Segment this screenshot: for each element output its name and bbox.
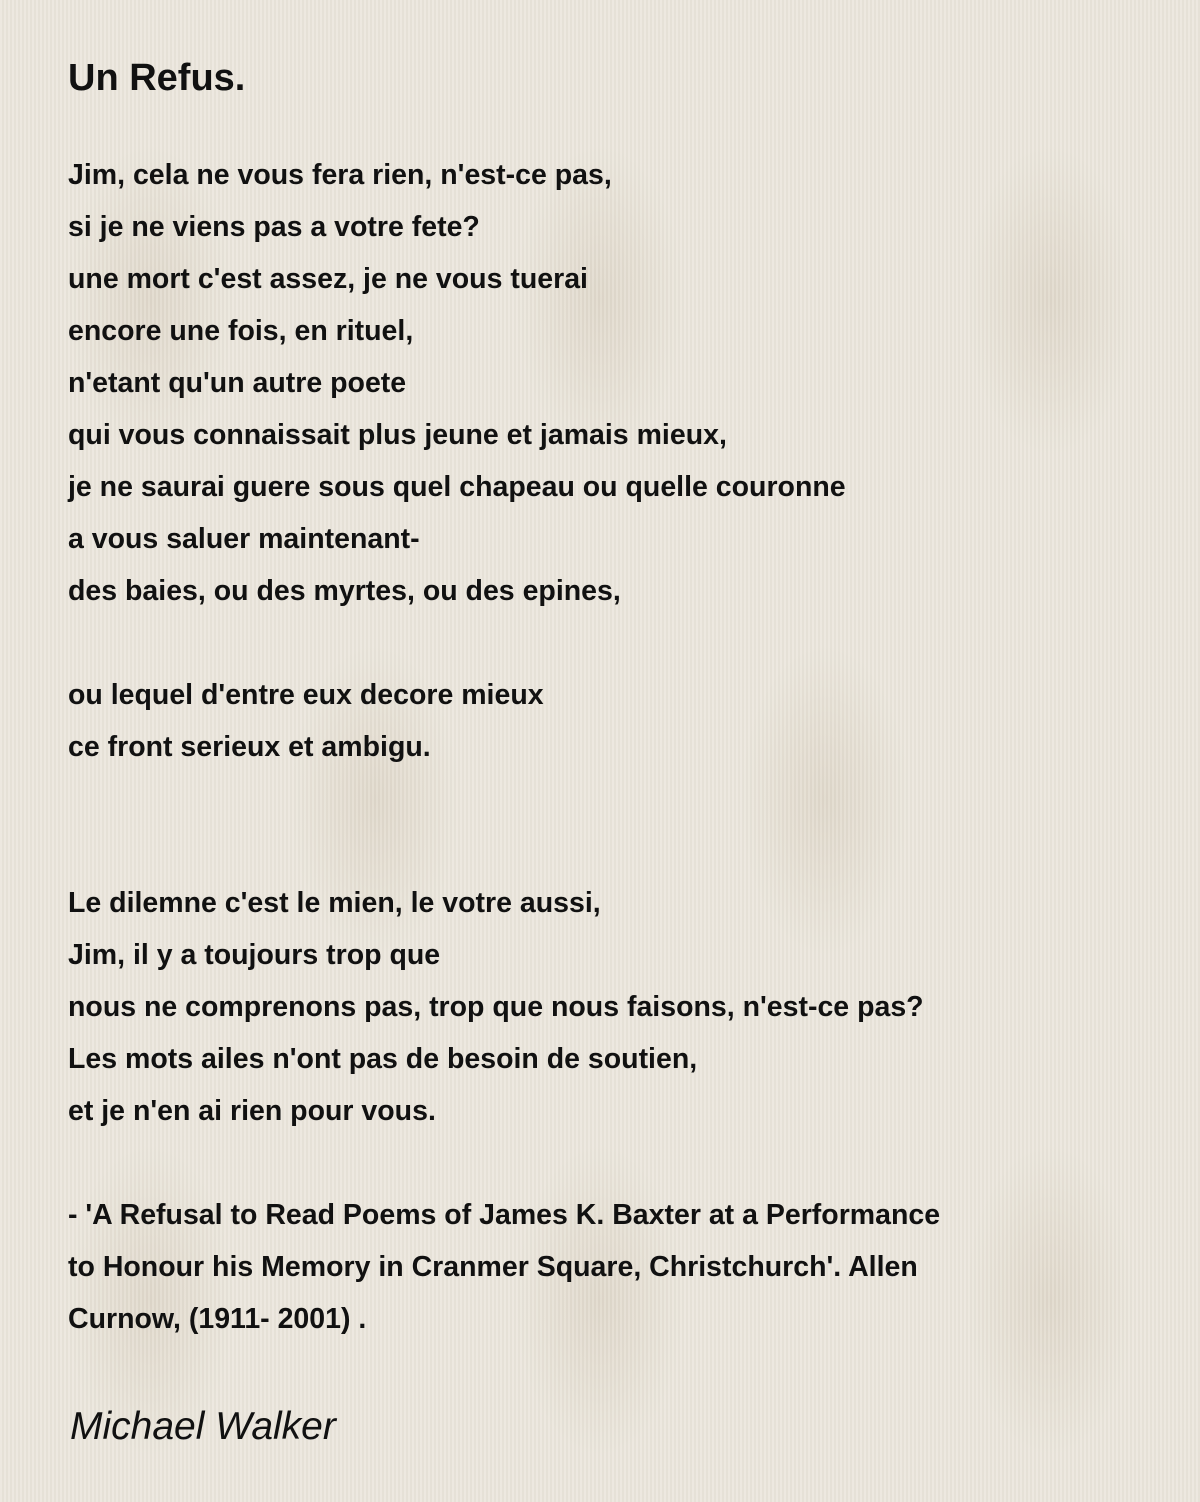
- stanza-gap: [68, 1137, 1148, 1189]
- note-line: - 'A Refusal to Read Poems of James K. Baxter at a Performance: [68, 1199, 941, 1231]
- stanza-gap: [68, 617, 1148, 669]
- author-name: Michael Walker: [70, 1405, 336, 1448]
- dedication-note: [68, 1189, 1148, 1345]
- poem-line: Jim, il y a toujours trop que: [68, 939, 441, 971]
- poem-line: si je ne viens pas a votre fete?: [68, 211, 480, 243]
- poem-line: et je n'en ai rien pour vous.: [68, 1095, 436, 1127]
- poem-line: ce front serieux et ambigu.: [68, 731, 431, 763]
- poem-line: qui vous connaissait plus jeune et jamais mieux,: [68, 419, 727, 451]
- poem-line: Le dilemne c'est le mien, le votre aussi,: [68, 887, 601, 919]
- poem-line: des baies, ou des myrtes, ou des epines,: [68, 575, 621, 607]
- note-line: Curnow, (1911- 2001) .: [68, 1303, 367, 1335]
- poem-line: ou lequel d'entre eux decore mieux: [68, 679, 544, 711]
- poem-line: je ne saurai guere sous quel chapeau ou quelle couronne: [68, 471, 846, 503]
- poem-line: encore une fois, en rituel,: [68, 315, 414, 347]
- poem-line: Jim, cela ne vous fera rien, n'est-ce pas,: [68, 159, 612, 191]
- stanza-1: [68, 149, 1148, 617]
- poem-body: [68, 149, 1148, 1345]
- poem-line: n'etant qu'un autre poete: [68, 367, 407, 399]
- poem-line: une mort c'est assez, je ne vous tuerai: [68, 263, 588, 295]
- stanza-3: [68, 877, 1148, 1137]
- stanza-gap: [68, 773, 1148, 877]
- poem-line: Les mots ailes n'ont pas de besoin de soutien,: [68, 1043, 698, 1075]
- note-line: to Honour his Memory in Cranmer Square, Christchurch'. Allen: [68, 1251, 918, 1283]
- poem-line: a vous saluer maintenant-: [68, 523, 420, 555]
- poem-title: Un Refus.: [68, 57, 246, 99]
- poem-line: nous ne comprenons pas, trop que nous faisons, n'est-ce pas?: [68, 991, 924, 1023]
- stanza-2: [68, 669, 1148, 773]
